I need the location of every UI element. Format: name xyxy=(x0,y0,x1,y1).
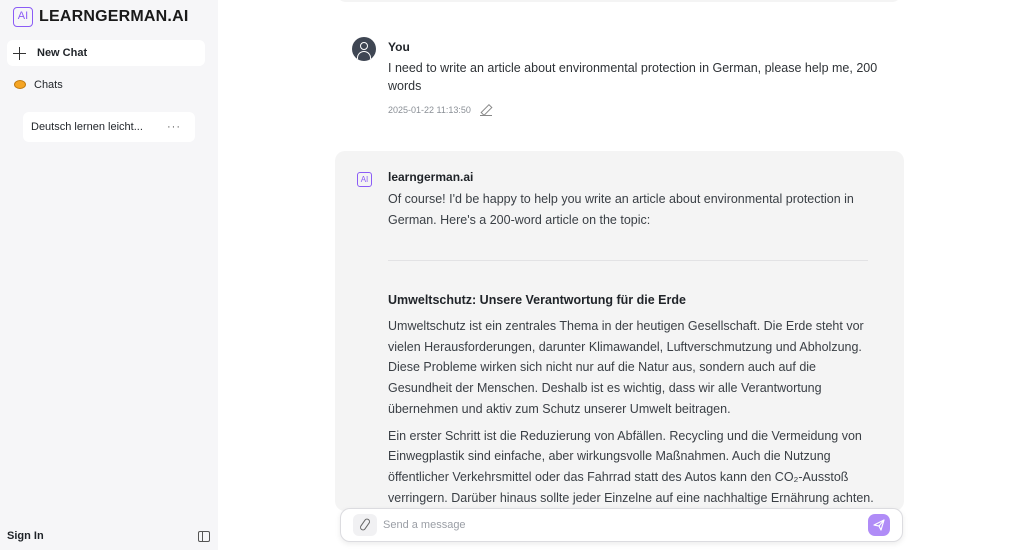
plus-icon xyxy=(13,47,26,60)
user-message-text: I need to write an article about environmental protection in German, please help me, 200 words xyxy=(388,61,878,93)
logo[interactable] xyxy=(13,7,188,27)
sidebar-toggle-icon[interactable] xyxy=(198,531,210,542)
brand-name: LEARNGERMAN.AI xyxy=(39,8,189,25)
user-name: You xyxy=(388,40,410,54)
assistant-ai-icon: AI xyxy=(357,172,372,187)
assistant-message xyxy=(335,151,904,511)
send-icon xyxy=(873,519,885,531)
send-button[interactable] xyxy=(868,514,890,536)
user-message-meta xyxy=(388,104,492,116)
logo-ai-icon: AI xyxy=(13,7,33,27)
article-paragraph: Umweltschutz ist ein zentrales Thema in der heutigen Gesellschaft. Die Erde steht vor vielen Herausforderungen, darunter Klimawandel, Luftverschmutzung und Abholzung. Diese Probleme wirken sich nicht nur auf die Natur aus, sondern auch auf die Gesundheit der Menschen. Deshalb ist es wichtig, dass wir alle Verantwortung übernehmen und aktiv zum Schutz unserer Umwelt beitragen. xyxy=(388,319,864,416)
article-title: Umweltschutz: Unsere Verantwortung für die Erde xyxy=(388,293,686,307)
chat-history-item[interactable] xyxy=(23,112,195,142)
message-composer xyxy=(340,508,903,542)
message-timestamp: 2025-01-22 11:13:50 xyxy=(388,105,471,115)
assistant-name: learngerman.ai xyxy=(388,170,474,184)
user-avatar-icon xyxy=(352,37,376,61)
assistant-intro-text: Of course! I'd be happy to help you write an article about environmental protection in German. Here's a 200-word article on the topic: xyxy=(388,192,854,227)
chat-history-title: Deutsch lernen leicht... xyxy=(31,121,143,133)
chat-bubble-icon xyxy=(14,80,26,90)
more-options-icon[interactable]: ··· xyxy=(167,121,181,133)
pencil-icon[interactable] xyxy=(480,104,492,116)
previous-message-card xyxy=(336,0,902,2)
attach-button[interactable] xyxy=(353,514,377,536)
message-input[interactable] xyxy=(383,515,853,535)
paperclip-icon xyxy=(359,517,371,531)
new-chat-label: New Chat xyxy=(37,47,88,59)
sign-in-link[interactable]: Sign In xyxy=(7,530,44,542)
divider xyxy=(388,260,868,261)
sidebar xyxy=(0,0,218,550)
new-chat-button[interactable] xyxy=(7,40,205,66)
article-body xyxy=(388,316,876,511)
article-paragraph: Ein erster Schritt ist die Reduzierung von Abfällen. Recycling und die Vermeidung von Einwegplastik sind einfache, aber wirkungsvolle Maßnahmen. Auch die Nutzung öffentlicher Verkehrsmittel oder das Fahrrad statt des Autos kann den CO₂-Ausstoß verringern. Darüber hinaus sollte jeder Einzelne auf eine nachhaltige Ernährung achten. xyxy=(388,428,874,505)
chats-label: Chats xyxy=(34,79,63,91)
chats-section-header xyxy=(14,79,63,91)
